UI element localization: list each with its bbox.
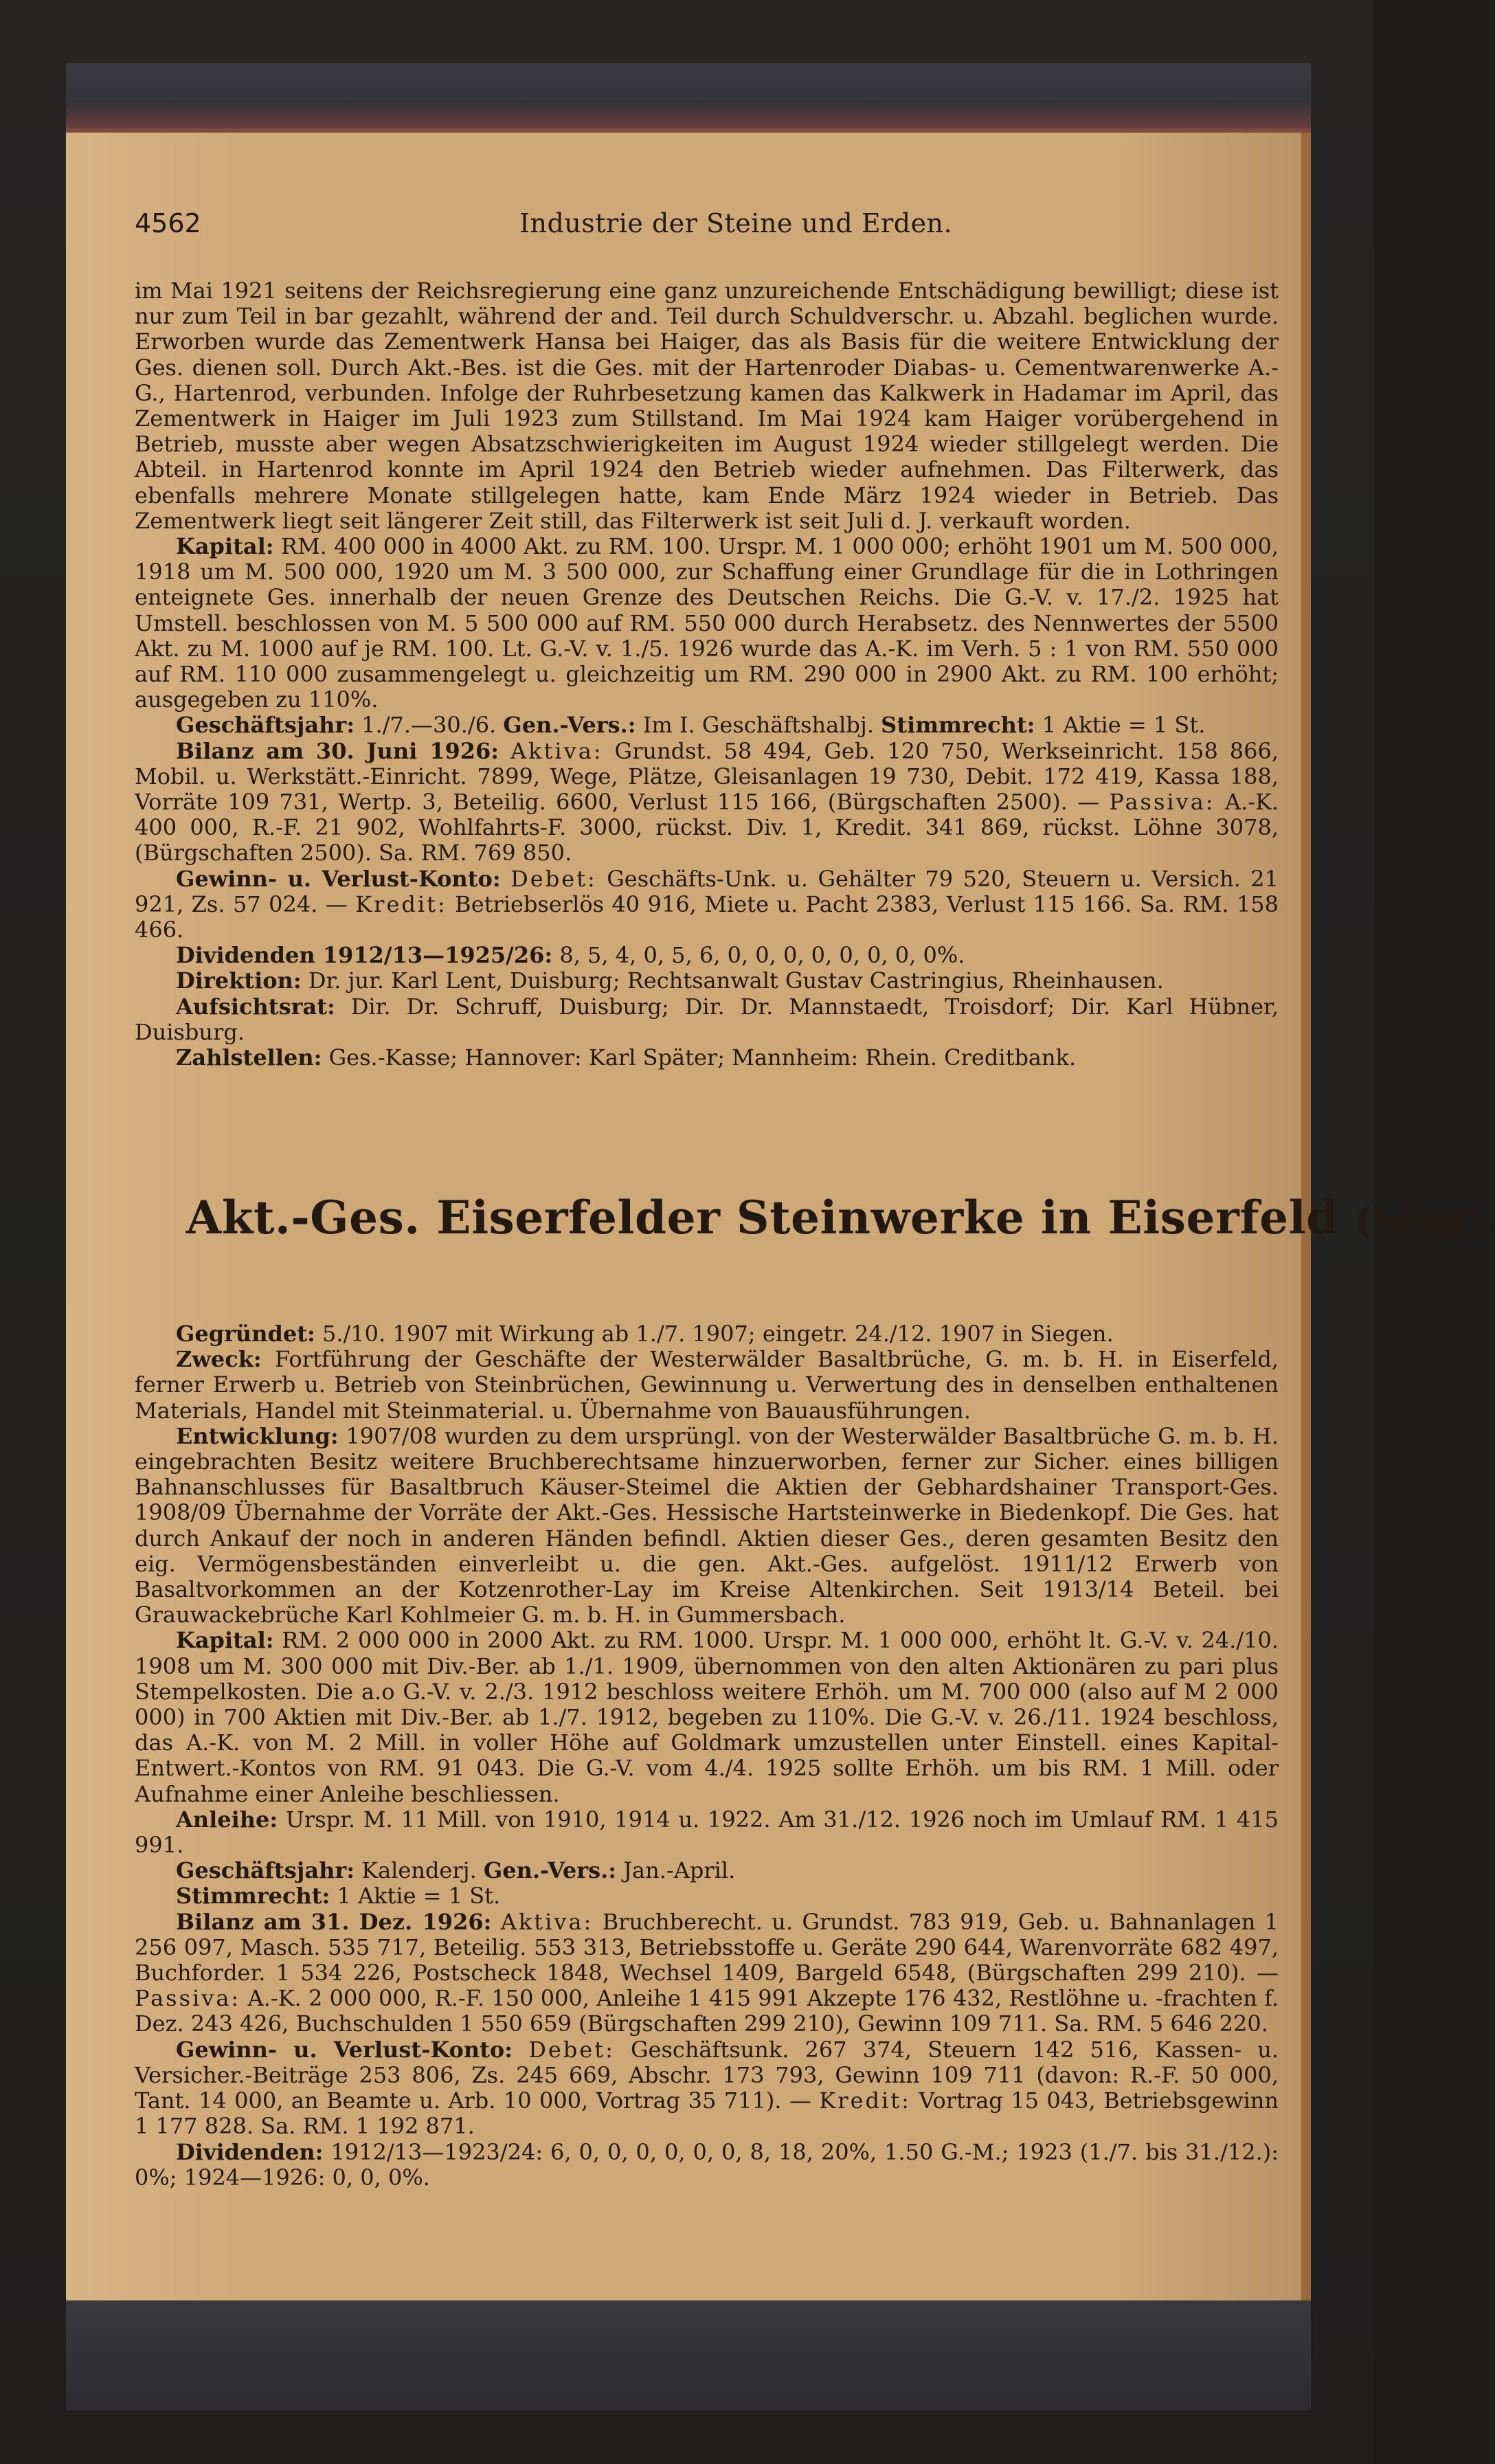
div-text: 1912/13—1923/24: 6, 0, 0, 0, 0, 0, 0, 8, 18, 20%, 1.50 G.-M.; 1923 (1./7. bis 31./12.): 0%; 1924—1926: 0, 0, 0%. (135, 2138, 1279, 2191)
stimm-text: 1 Aktie = 1 St. (1042, 712, 1206, 739)
zahl-text: Ges.-Kasse; Hannover: Karl Später; Mannheim: Rhein. Creditbank. (328, 1044, 1077, 1071)
kapital-label: Kapital: (176, 533, 274, 560)
book-page (66, 133, 1495, 2300)
guv-label: Gewinn- u. Verlust-Konto: (176, 2036, 513, 2063)
company-heading (186, 1191, 1495, 1266)
zweck-label: Zweck: (176, 1346, 262, 1373)
passiva-label: Passiva: (135, 1985, 241, 2012)
zweck-text: Fortführung der Geschäfte der Westerwälder Basaltbrüche, G. m. b. H. in Eiserfeld, ferner Erwerb u. Betrieb von Steinbrüchen, Gewinnung u. Verwertung des in denselben enthaltenen Materials, Handel mit Steinmaterial. u. Übernahme von Bauausführungen. (135, 1346, 1279, 1424)
debet-label: Debet: (528, 2036, 615, 2063)
guv-paragraph (135, 866, 1279, 943)
debet-text: Geschäftsunk. 267 374, Steuern 142 516, Kassen- u. Versicher.-Beiträge 253 806, Zs. 245 669, Abschr. 173 793, Gewinn 109 711 (davon: R.-F. 50 000, Tant. 14 000, an Beamte u. Arb. 10 000, Vortrag 35 711). — (135, 2036, 1279, 2114)
gegr-label: Gegründet: (176, 1321, 315, 1347)
geschaeftsjahr-paragraph (135, 1858, 1279, 1883)
gv-label: Gen.-Vers.: (483, 1857, 617, 1884)
gv-text: Jan.-April. (623, 1857, 736, 1884)
gegruendet-paragraph (135, 1321, 1279, 1347)
stimmrecht-paragraph (135, 1883, 1279, 1909)
intro-paragraph: im Mai 1921 seitens der Reichsregierung eine ganz unzureichende Entschädigung bewilligt; diese ist nur zum Teil in bar gezahlt, während der and. Teil durch Schuldverschr. u. Abzahl. beglichen wurde. Erworben wurde das Zementwerk Hansa bei Haiger, das als Basis für die weitere Entwicklung der Ges. dienen soll. Durch Akt.-Bes. ist die Ges. mit der Hartenroder Diabas- u. Cementwarenwerke A.-G., Hartenrod, verbunden. Infolge der Ruhrbesetzung kamen das Kalkwerk in Hadamar im April, das Zementwerk in Haiger im Juli 1923 zum Stillstand. Im Mai 1924 kam Haiger vorübergehend in Betrieb, musste aber wegen Absatzschwierigkeiten im August 1924 wieder stillgelegt werden. Die Abteil. in Hartenrod konnte im April 1924 den Betrieb wieder aufnehmen. Das Filterwerk, das ebenfalls mehrere Monate stillgelegen hatte, kam Ende März 1924 wieder in Betrieb. Das Zementwerk liegt seit längerer Zeit still, das Filterwerk ist seit Juli d. J. verkauft worden. (135, 278, 1279, 534)
anleihe-text: Urspr. M. 11 Mill. von 1910, 1914 u. 1922. Am 31./12. 1926 noch im Umlauf RM. 1 415 991. (135, 1806, 1279, 1859)
passiva-text: A.-K. 400 000, R.-F. 21 902, Wohlfahrts-F. 3000, rückst. Div. 1, Kredit. 341 869, rückst. Löhne 3078, (Bürgschaften 2500). Sa. RM. 769 850. (135, 789, 1279, 866)
entw-text: 1907/08 wurden zu dem ursprüngl. von der Westerwälder Basaltbrüche G. m. b. H. eingebrachten Besitz weitere Bruchberechtsame hinzuerworben, ferner zur Sicher. eines billigen Bahnanschlusses für Basaltbruch Käuser-Steimel die Aktien der Gebhardshainer Transport-Ges. 1908/09 Übernahme der Vorräte der Akt.-Ges. Hessische Hartsteinwerke in Biedenkopf. Die Ges. hat durch Ankauf der noch in anderen Händen befindl. Aktien dieser Ges., deren gesamten Besitz den eig. Vermögensbeständen einverleibt u. die gen. Akt.-Ges. aufgelöst. 1911/12 Erwerb von Basaltvorkommen an der Kotzenrother-Lay im Kreise Altenkirchen. Seit 1913/14 Beteil. bei Grauwackebrüche Karl Kohlmeier G. m. b. H. in Gummersbach. (135, 1422, 1279, 1628)
bilanz-paragraph (135, 1909, 1279, 2037)
dividenden-paragraph (135, 943, 1279, 968)
gj-text: Kalenderj. (361, 1857, 477, 1884)
bilanz-label: Bilanz am 30. Juni 1926: (176, 737, 499, 764)
anleihe-label: Anleihe: (176, 1806, 278, 1833)
div-label: Dividenden: (176, 2138, 324, 2165)
div-label: Dividenden 1912/13—1925/26: (176, 942, 553, 969)
previous-company-section (135, 278, 1279, 1071)
gv-text: Im I. Geschäftshalbj. (642, 712, 874, 739)
anleihe-paragraph (135, 1807, 1279, 1858)
ar-text: Dir. Dr. Schruff, Duisburg; Dir. Dr. Mannstaedt, Troisdorf; Dir. Karl Hübner, Duisburg. (135, 993, 1279, 1045)
ar-label: Aufsichtsrat: (176, 993, 335, 1020)
kapital-text: RM. 2 000 000 in 2000 Akt. zu RM. 1000. Urspr. M. 1 000 000, erhöht lt. G.-V. v. 24./10. 1908 um M. 300 000 mit Div.-Ber. ab 1./1. 1909, übernommen von den alten Aktionären zu pari plus Stempelkosten. Die a.o G.-V. v. 2./3. 1912 beschloss weitere Erhöh. um M. 700 000 (also auf M 2 000 000) in 700 Aktien mit Div.-Ber. ab 1./7. 1912, begeben zu 110%. Die G.-V. v. 26./11. 1924 beschloss, das A.-K. von M. 2 Mill. in voller Höhe auf Goldmark umzustellen unter Einstell. eines Kapital-Entwert.-Kontos von RM. 91 043. Die G.-V. vom 4./4. 1925 sollte Erhöh. um bis RM. 1 Mill. oder Aufnahme einer Anleihe beschliessen. (135, 1627, 1279, 1807)
debet-label: Debet: (510, 865, 597, 892)
stimm-label: Stimmrecht: (881, 712, 1035, 739)
zahlstellen-paragraph (135, 1045, 1279, 1071)
zweck-paragraph (135, 1347, 1279, 1424)
aktiva-text: Bruchberecht. u. Grundst. 783 919, Geb. u. Bahnanlagen 1 256 097, Masch. 535 717, Beteilig. 553 313, Betriebsstoffe u. Geräte 290 644, Warenvorräte 682 497, Buchforder. 1 534 226, Postscheck 1848, Wechsel 1409, Bargeld 6548, (Bürgschaften 299 210). — (135, 1908, 1279, 1986)
kapital-paragraph (135, 534, 1279, 713)
aktiva-text: Grundst. 58 494, Geb. 120 750, Werkseinricht. 158 866, Mobil. u. Werkstätt.-Einricht. 7899, Wege, Plätze, Gleisanlagen 19 730, Debit. 172 419, Kassa 188, Vorräte 109 731, Wertp. 3, Beteilig. 6600, Verlust 115 166, (Bürgschaften 2500). — (135, 737, 1279, 816)
entwicklung-paragraph (135, 1424, 1279, 1628)
stimm-label: Stimmrecht: (176, 1883, 330, 1909)
passiva-label: Passiva: (1109, 789, 1215, 816)
div-text: 8, 5, 4, 0, 5, 6, 0, 0, 0, 0, 0, 0, 0, 0%. (559, 942, 965, 969)
passiva-text: A.-K. 2 000 000, R.-F. 150 000, Anleihe 1 415 991 Akzepte 176 432, Restlöhne u. -frachten f. Dez. 243 426, Buchschulden 1 550 659 (Bürgschaften 299 210), Gewinn 109 711. Sa. RM. 5 646 220. (135, 1985, 1279, 2037)
direktion-paragraph (135, 968, 1279, 994)
page-number: 4562 (135, 208, 201, 238)
book-cover-edge (66, 63, 1311, 133)
gj-text: 1./7.—30./6. (361, 712, 497, 739)
bilanz-paragraph (135, 739, 1279, 866)
guv-paragraph (135, 2037, 1279, 2140)
zahl-label: Zahlstellen: (176, 1044, 322, 1071)
kapital-text: RM. 400 000 in 4000 Akt. zu RM. 100. Urspr. M. 1 000 000; erhöht 1901 um M. 500 000, 1918 um M. 500 000, 1920 um M. 3 500 000, zur Schaffung einer Grundlage für die in Lothringen enteignete Ges. innerhalb der neuen Grenze des Deutschen Reichs. Die G.-V. v. 17./2. 1925 hat Umstell. beschlossen von M. 5 500 000 auf RM. 550 000 durch Herabsetz. des Nennwertes der 5500 Akt. zu M. 1000 auf je RM. 100. Lt. G.-V. v. 1./5. 1926 wurde das A.-K. im Verh. 5 : 1 von RM. 550 000 auf RM. 110 000 zusammengelegt u. gleichzeitig um RM. 290 000 in 2900 Akt. zu RM. 100 erhöht; ausgegeben zu 110%. (135, 533, 1279, 713)
kredit-text: Vortrag 15 043, Betriebsgewinn 1 177 828. Sa. RM. 1 192 871. (135, 2087, 1279, 2140)
company-name: Akt.-Ges. Eiserfelder Steinwerke in Eiserfeld (186, 1191, 1338, 1244)
kredit-label: Kredit: (819, 2087, 911, 2114)
gj-label: Geschäftsjahr: (176, 1857, 355, 1884)
aktiva-label: Aktiva: (500, 1908, 594, 1935)
gegr-text: 5./10. 1907 mit Wirkung ab 1./7. 1907; eingetr. 24./12. 1907 in Siegen. (322, 1321, 1114, 1347)
gj-label: Geschäftsjahr: (176, 712, 355, 739)
kredit-text: Betriebserlös 40 916, Miete u. Pacht 2383, Verlust 115 166. Sa. RM. 158 466. (135, 891, 1279, 943)
aktiva-label: Aktiva: (510, 737, 603, 764)
entw-label: Entwicklung: (176, 1422, 339, 1449)
bilanz-label: Bilanz am 31. Dez. 1926: (176, 1908, 492, 1935)
guv-label: Gewinn- u. Verlust-Konto: (176, 865, 501, 892)
debet-text: Geschäfts-Unk. u. Gehälter 79 520, Steuern u. Versich. 21 921, Zs. 57 024. — (135, 865, 1279, 917)
dividenden-paragraph (135, 2140, 1279, 2191)
company-location: (Sieg). (1354, 1198, 1495, 1242)
kredit-label: Kredit: (355, 891, 447, 917)
book-bottom-edge (66, 2295, 1311, 2410)
dir-text: Dr. jur. Karl Lent, Duisburg; Rechtsanwalt Gustav Castringius, Rheinhausen. (308, 967, 1164, 994)
kapital-paragraph (135, 1628, 1279, 1806)
kapital-label: Kapital: (176, 1627, 274, 1654)
page-header (135, 208, 1021, 247)
gv-label: Gen.-Vers.: (503, 712, 636, 739)
company-section (135, 1321, 1279, 2191)
aufsichtsrat-paragraph (135, 994, 1279, 1045)
geschaeftsjahr-paragraph (135, 713, 1279, 738)
dir-label: Direktion: (176, 967, 302, 994)
running-title: Industrie der Steine und Erden. (519, 208, 953, 238)
stimm-text: 1 Aktie = 1 St. (337, 1883, 501, 1909)
